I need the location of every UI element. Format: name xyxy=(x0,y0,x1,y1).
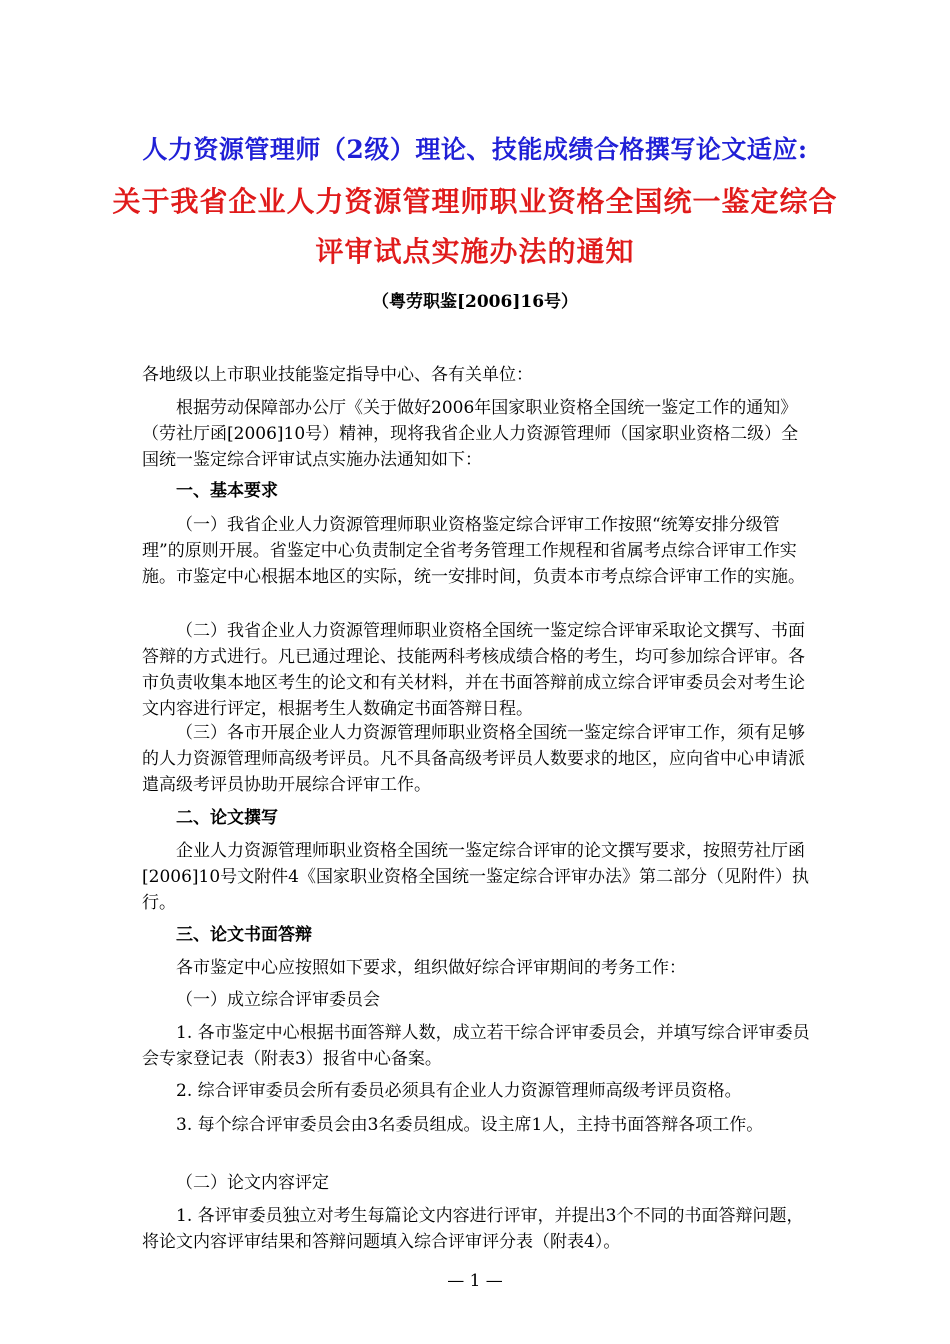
section-3-sub-2-block xyxy=(142,1170,812,1196)
section-3-sub-1-block xyxy=(142,987,812,1013)
section-1-para-2: （二）我省企业人力资源管理师职业资格全国统一鉴定综合评审采取论文撰写、书面答辩的方式进行。凡已通过理论、技能两科考核成绩合格的考生，均可参加综合评审。各市负责收集本地区考生的论文和有关材料，并在书面答辩前成立综合评审委员会对考生论文内容进行评定，根据考生人数确定书面答辩日程。 xyxy=(142,621,805,719)
section-3-para-1: 各市鉴定中心应按照如下要求，组织做好综合评审期间的考务工作： xyxy=(176,958,686,978)
section-2 xyxy=(142,805,812,831)
section-1-para-1: （一）我省企业人力资源管理师职业资格鉴定综合评审工作按照“统筹安排分级管理”的原则开展。省鉴定中心负责制定全省考务管理工作规程和省属考点综合评审工作实施。市鉴定中心根据本地区的实际，统一安排时间，负责本市考点综合评审工作的实施。 xyxy=(142,515,805,587)
section-1-para-2-block xyxy=(142,618,812,722)
section-1-para-3: （三）各市开展企业人力资源管理师职业资格全国统一鉴定综合评审工作，须有足够的人力资源管理师高级考评员。凡不具备高级考评员人数要求的地区，应向省中心申请派遣高级考评员协助开展综合评审工作。 xyxy=(142,723,805,795)
section-3-para-1-block xyxy=(142,955,812,981)
section-1-para-1-block xyxy=(142,512,812,590)
section-3-item-3: 3. 每个综合评审委员会由3名委员组成。设主席1人，主持书面答辩各项工作。 xyxy=(176,1115,764,1135)
section-3-item-4: 1. 各评审委员独立对考生每篇论文内容进行评审，并提出3个不同的书面答辩问题，将论文内容评审结果和答辩问题填入综合评审评分表（附表4）。 xyxy=(142,1206,804,1252)
intro-paragraph: 根据劳动保障部办公厅《关于做好2006年国家职业资格全国统一鉴定工作的通知》（劳社厅函[2006]10号）精神，现将我省企业人力资源管理师（国家职业资格二级）全国统一鉴定综合评审试点实施办法通知如下： xyxy=(142,398,799,470)
section-1 xyxy=(142,478,812,504)
intro-block xyxy=(142,395,812,473)
addressee xyxy=(142,362,812,388)
section-2-para-1-block xyxy=(142,838,812,916)
section-3-item-2-block xyxy=(142,1078,812,1104)
document-title-line-2: 关于我省企业人力资源管理师职业资格全国统一鉴定综合 xyxy=(112,185,838,218)
section-3-item-3-block xyxy=(142,1112,812,1138)
document-title-line-1: 人力资源管理师（2级）理论、技能成绩合格撰写论文适应: xyxy=(142,135,808,164)
section-3 xyxy=(142,922,812,948)
section-1-heading: 一、基本要求 xyxy=(176,481,278,501)
section-2-heading: 二、论文撰写 xyxy=(176,808,278,828)
section-2-para-1: 企业人力资源管理师职业资格全国统一鉴定综合评审的论文撰写要求，按照劳社厅函[2006]10号文附件4《国家职业资格全国统一鉴定综合评审办法》第二部分（见附件）执行。 xyxy=(142,841,809,913)
document-number: （粤劳职鉴[2006]16号） xyxy=(371,292,579,312)
section-1-para-3-block xyxy=(142,720,812,798)
section-3-sub-2: （二）论文内容评定 xyxy=(176,1173,329,1193)
section-3-item-1: 1. 各市鉴定中心根据书面答辩人数，成立若干综合评审委员会，并填写综合评审委员会专家登记表（附表3）报省中心备案。 xyxy=(142,1023,810,1069)
section-3-item-1-block xyxy=(142,1020,812,1072)
document-title-line-3: 评审试点实施办法的通知 xyxy=(315,235,635,268)
section-3-heading: 三、论文书面答辩 xyxy=(176,925,312,945)
page-number: — 1 — xyxy=(447,1271,503,1291)
section-3-item-2: 2. 综合评审委员会所有委员必须具有企业人力资源管理师高级考评员资格。 xyxy=(176,1081,742,1101)
section-3-item-4-block xyxy=(142,1203,812,1255)
addressee-text: 各地级以上市职业技能鉴定指导中心、各有关单位： xyxy=(142,365,533,385)
section-3-sub-1: （一）成立综合评审委员会 xyxy=(176,990,380,1010)
